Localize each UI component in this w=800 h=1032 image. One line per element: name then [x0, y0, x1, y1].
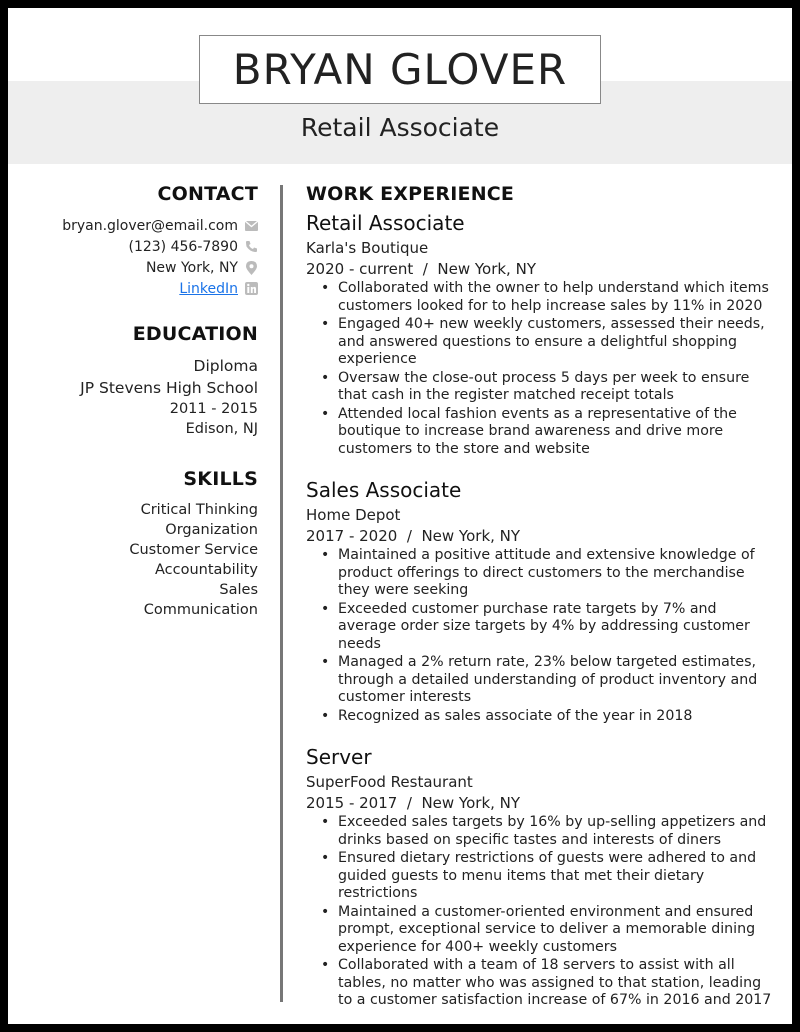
job-bullet: • Engaged 40+ new weekly customers, assessed their needs, and answered questions to ensure a delightful shopping experience	[318, 316, 772, 369]
job-entry	[306, 743, 772, 1010]
column-divider	[280, 185, 283, 1002]
right-column	[306, 183, 772, 1011]
job-location: New York, NY	[437, 260, 536, 278]
contact-location	[40, 257, 258, 278]
job-bullet: • Collaborated with the owner to help understand which items customers looked for to help increase sales by 11% in 2020	[318, 280, 772, 315]
job-meta: 2015 - 2017 / New York, NY	[306, 794, 521, 812]
job-entry	[306, 476, 772, 725]
job-title: Retail Associate	[300, 113, 500, 142]
job-bullet: • Collaborated with a team of 18 servers to assist with all tables, no matter who was assigned to that station, leading to a customer satisfaction increase of 67% in 2016 and 2017	[318, 957, 772, 1010]
skill-item: Organization	[165, 522, 258, 538]
contact-email	[40, 215, 258, 236]
education-heading: EDUCATION	[132, 323, 258, 345]
education-section	[40, 323, 258, 439]
job-meta: 2020 - current / New York, NY	[306, 260, 536, 278]
phone-text: (123) 456-7890	[128, 238, 238, 255]
skill-item: Critical Thinking	[140, 502, 258, 518]
job-bullet: • Maintained a positive attitude and extensive knowledge of product offerings to direct customers to the merchandise they were seeking	[318, 547, 772, 600]
job-bullet: • Exceeded sales targets by 16% by up-selling appetizers and drinks based on specific tastes and interests of diners	[318, 814, 772, 849]
education-years: 2011 - 2015	[169, 401, 258, 417]
job-bullet: • Oversaw the close-out process 5 days per week to ensure that cash in the register matched receipt totals	[318, 370, 772, 405]
job-role: Server	[306, 745, 372, 769]
job-role: Retail Associate	[306, 211, 465, 235]
job-bullet: • Exceeded customer purchase rate targets by 7% and average order size targets by 4% by addressing customer needs	[318, 601, 772, 654]
candidate-name: BRYAN GLOVER	[232, 45, 568, 94]
job-bullet: • Maintained a customer-oriented environment and ensured prompt, exceptional service to deliver a memorable dining experience for 400+ weekly customers	[318, 904, 772, 957]
skill-item: Sales	[219, 582, 258, 598]
contact-linkedin	[40, 278, 258, 299]
job-bullets	[318, 280, 772, 458]
job-meta: 2017 - 2020 / New York, NY	[306, 527, 521, 545]
job-location: New York, NY	[421, 527, 521, 545]
job-company: Karla's Boutique	[306, 239, 429, 257]
work-experience-heading: WORK EXPERIENCE	[306, 183, 515, 205]
linkedin-link[interactable]: LinkedIn	[179, 280, 238, 297]
job-dates: 2020 - current	[306, 260, 414, 278]
email-text: bryan.glover@email.com	[62, 217, 238, 234]
job-location: New York, NY	[421, 794, 521, 812]
job-bullets	[318, 814, 772, 1010]
education-degree: Diploma	[193, 357, 258, 375]
skills-section	[40, 468, 258, 620]
left-column	[40, 183, 258, 620]
skill-item: Accountability	[155, 562, 258, 578]
job-bullet: • Managed a 2% return rate, 23% below targeted estimates, through a detailed understanding of product inventory and customer interests	[318, 654, 772, 707]
job-bullet: • Attended local fashion events as a representative of the boutique to increase brand awareness and drive more customers to the store and website	[318, 406, 772, 459]
job-dates: 2015 - 2017	[306, 794, 398, 812]
job-bullet: • Ensured dietary restrictions of guests were adhered to and guided guests to menu items that met their dietary restrictions	[318, 850, 772, 903]
job-company: SuperFood Restaurant	[306, 773, 473, 791]
job-entry	[306, 209, 772, 458]
job-role: Sales Associate	[306, 478, 462, 502]
location-text: New York, NY	[145, 259, 238, 276]
job-bullet: • Recognized as sales associate of the year in 2018	[318, 708, 772, 726]
contact-section	[40, 183, 258, 299]
skills-heading: SKILLS	[183, 468, 258, 490]
job-company: Home Depot	[306, 506, 401, 524]
envelope-icon	[244, 219, 258, 233]
map-pin-icon	[244, 261, 258, 275]
contact-phone	[40, 236, 258, 257]
job-dates: 2017 - 2020	[306, 527, 398, 545]
job-bullets	[318, 547, 772, 725]
skill-item: Customer Service	[129, 542, 258, 558]
education-school: JP Stevens High School	[80, 379, 258, 397]
skill-item: Communication	[143, 602, 258, 618]
name-box	[199, 35, 601, 104]
linkedin-icon	[244, 282, 258, 296]
education-location: Edison, NJ	[185, 421, 258, 437]
phone-icon	[244, 240, 258, 254]
contact-heading: CONTACT	[157, 183, 258, 205]
